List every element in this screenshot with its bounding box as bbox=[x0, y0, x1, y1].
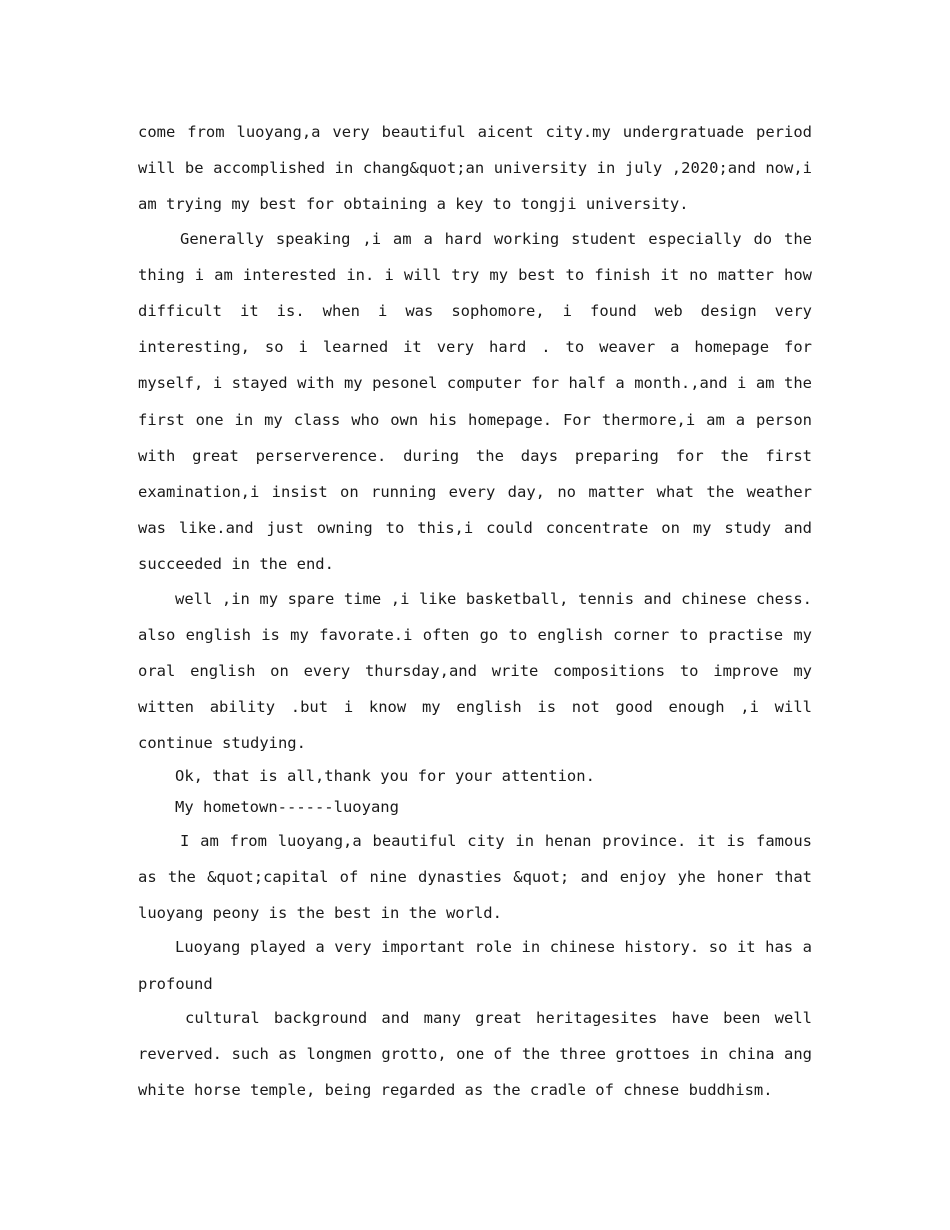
paragraph-closing: Ok, that is all,thank you for your attention. bbox=[175, 766, 595, 785]
section-heading-hometown: My hometown------luoyang bbox=[175, 798, 399, 817]
paragraph-intro: come from luoyang,a very beautiful aicent city.my undergratuade period will be accomplished in chang&quot;an university in july ,2020;and now,i am trying my best for obtaining a key to tongji university. bbox=[138, 123, 812, 214]
document-body bbox=[138, 114, 812, 1106]
paragraph-heritage: cultural background and many great heritagesites have been well reverved. such as longmen grotto, one of the three grottoes in china ang white horse temple, being regarded as the cradle of chnese buddhism. bbox=[138, 1008, 812, 1100]
paragraph-history: Luoyang played a very important role in chinese history. so it has a profound bbox=[138, 938, 812, 993]
paragraph-spare-time: well ,in my spare time ,i like basketball, tennis and chinese chess. also english is my favorate.i often go to english corner to practise my oral english on every thursday,and write compositions to improve my witten ability .but i know my english is not good enough ,i will continue studying. bbox=[138, 589, 812, 753]
paragraph-hometown-intro: I am from luoyang,a beautiful city in henan province. it is famous as the &quot;capital of nine dynasties &quot; and enjoy yhe honer that luoyang peony is the best in the world. bbox=[138, 831, 812, 923]
paragraph-hard-working: Generally speaking ,i am a hard working student especially do the thing i am interested in. i will try my best to finish it no matter how difficult it is. when i was sophomore, i found web design very interesting, so i learned it very hard . to weaver a homepage for myself, i stayed with my pesonel computer for half a month.,and i am the first one in my class who own his homepage. For thermore,i am a person with great perserverence. during the days preparing for the first examination,i insist on running every day, no matter what the weather was like.and just owning to this,i could concentrate on my study and succeeded in the end. bbox=[138, 229, 812, 574]
